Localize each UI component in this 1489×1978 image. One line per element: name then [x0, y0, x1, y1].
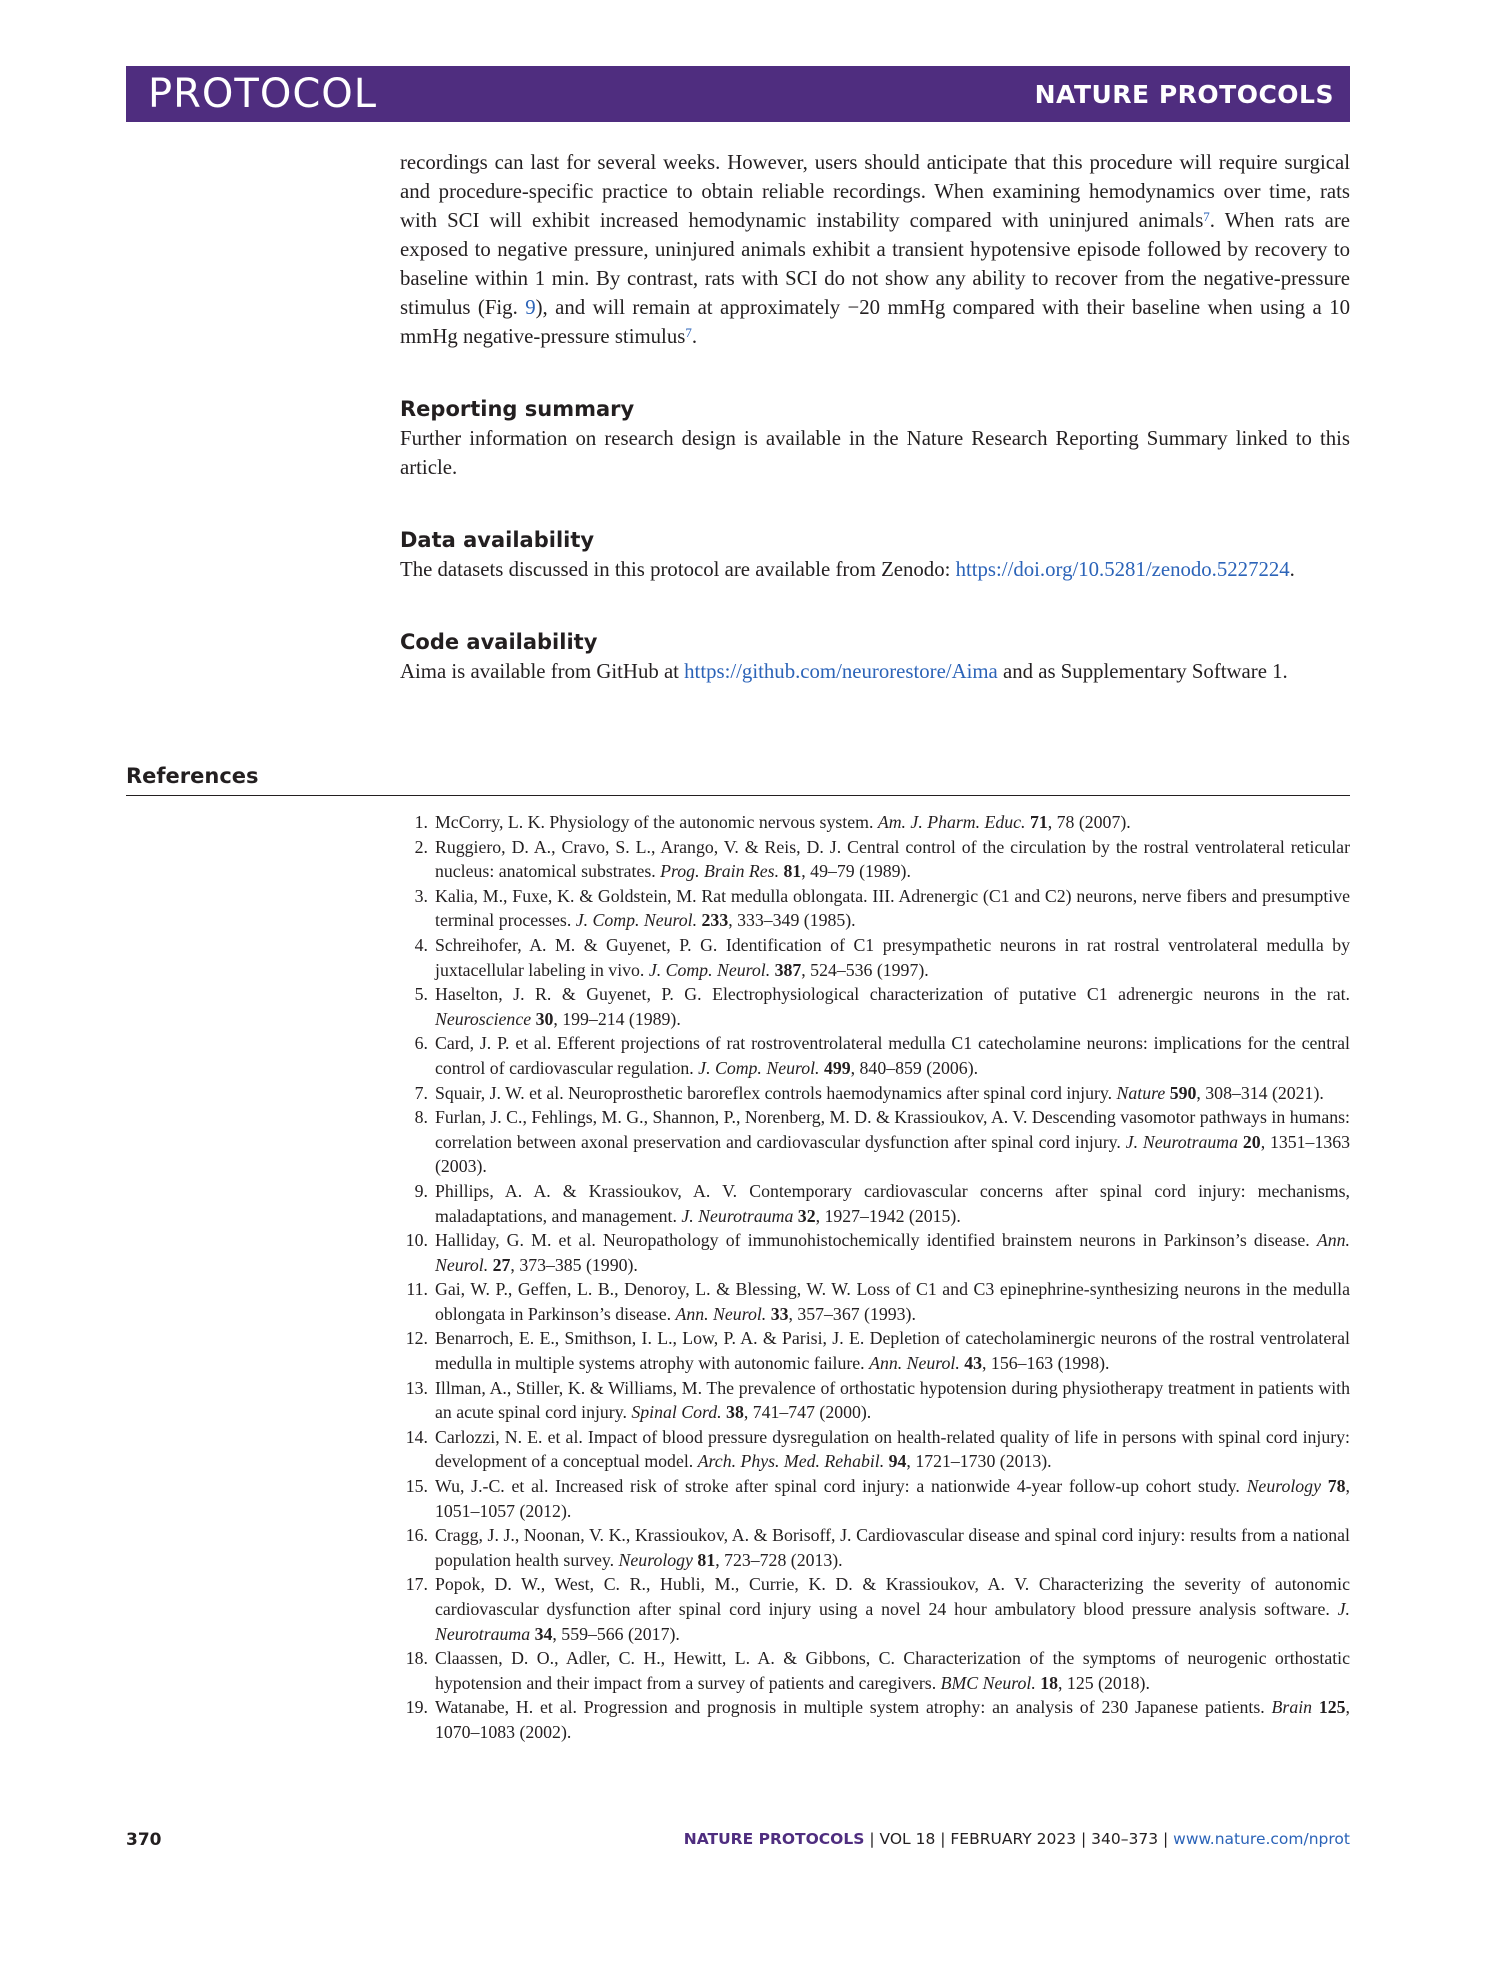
github-link[interactable]: https://github.com/neurorestore/Aima — [684, 660, 998, 683]
reference-item: 19. Watanabe, H. et al. Progression and prognosis in multiple system atrophy: an analysis of 230 Japanese patients. Brain 125, 1070–1083 (2002). — [405, 1697, 1350, 1742]
reference-item: 13. Illman, A., Stiller, K. & Williams, M. The prevalence of orthostatic hypotension during physiotherapy treatment in patients with an acute spinal cord injury. Spinal Cord. 38, 741–747 (2000). — [405, 1377, 1350, 1423]
reference-item: 8. Furlan, J. C., Fehlings, M. G., Shannon, P., Norenberg, M. D. & Krassioukov, A. V. Descending vasomotor pathways in humans: correlation between axonal preservation and cardiovascular dysfunction after spinal cord injury. J. Neurotrauma 20, 1351–1363 (2003). — [414, 1107, 1351, 1177]
header-banner — [126, 66, 1350, 122]
reference-item: 2. Ruggiero, D. A., Cravo, S. L., Arango, V. & Reis, D. J. Central control of the circulation by the rostral ventrolateral reticular nucleus: anatomical substrates. Prog. Brain Res. 81, 49–79 (1989). — [414, 836, 1350, 882]
section-text: The datasets discussed in this protocol are available from Zenodo: https://doi.org/10.5281/zenodo.5227224. — [400, 558, 1295, 581]
reference-item: 3. Kalia, M., Fuxe, K. & Goldstein, M. Rat medulla oblongata. III. Adrenergic (C1 and C2) neurons, nerve fibers and presumptive terminal processes. J. Comp. Neurol. 233, 333–349 (1985). — [414, 885, 1350, 931]
reporting-summary-section — [400, 395, 1350, 482]
section-heading: Data availability — [400, 528, 595, 552]
reference-item: 9. Phillips, A. A. & Krassioukov, A. V. Contemporary cardiovascular concerns after spinal cord injury: mechanisms, maladaptations, and management. J. Neurotrauma 32, 1927–1942 (2015). — [414, 1180, 1350, 1226]
reference-item: 6. Card, J. P. et al. Efferent projections of rat rostroventrolateral medulla C1 catecholamine neurons: implications for the central control of cardiovascular regulation. J. Comp. Neurol. 499, 840–859 (2006). — [414, 1033, 1350, 1078]
section-heading: Reporting summary — [400, 397, 635, 421]
citation-link[interactable]: 7 — [685, 325, 692, 340]
page-number: 370 — [126, 1830, 162, 1850]
section-heading: Code availability — [400, 630, 598, 654]
references-heading-bar — [126, 764, 1350, 796]
section-text: Further information on research design is available in the Nature Research Reporting Summary linked to this article. — [400, 427, 1350, 479]
page-footer — [126, 1830, 1350, 1854]
reference-item: 16. Cragg, J. J., Noonan, V. K., Krassioukov, A. & Borisoff, J. Cardiovascular disease and spinal cord injury: results from a national population health survey. Neurology 81, 723–728 (2013). — [405, 1525, 1350, 1570]
data-availability-section — [400, 526, 1350, 584]
reference-item: 11. Gai, W. P., Geffen, L. B., Denoroy, L. & Blessing, W. W. Loss of C1 and C3 epinephrine-synthesizing neurons in the medulla oblongata in Parkinson’s disease. Ann. Neurol. 33, 357–367 (1993). — [406, 1279, 1350, 1324]
reference-item: 7. Squair, J. W. et al. Neuroprosthetic baroreflex controls haemodynamics after spinal cord injury. Nature 590, 308–314 (2021). — [414, 1082, 1324, 1103]
reference-item: 5. Haselton, J. R. & Guyenet, P. G. Electrophysiological characterization of putative C1 adrenergic neurons in the rat. Neuroscience 30, 199–214 (1989). — [414, 984, 1350, 1029]
article-type-label: PROTOCOL — [148, 71, 378, 117]
figure-link[interactable]: 9 — [525, 296, 536, 319]
journal-name: NATURE PROTOCOLS — [1034, 79, 1334, 109]
reference-list — [400, 810, 1350, 1745]
journal-url-link[interactable]: www.nature.com/nprot — [1173, 1830, 1350, 1848]
code-availability-section — [400, 628, 1350, 686]
reference-item: 18. Claassen, D. O., Adler, C. H., Hewitt, L. A. & Gibbons, C. Characterization of the symptoms of neurogenic orthostatic hypotension and their impact from a survey of patients and caregivers. BMC Neurol. 18, 125 (2018). — [405, 1648, 1350, 1693]
footer-citation: NATURE PROTOCOLS | VOL 18 | FEBRUARY 2023 | 340–373 | www.nature.com/nprot — [683, 1830, 1350, 1848]
reference-item: 1. McCorry, L. K. Physiology of the autonomic nervous system. Am. J. Pharm. Educ. 71, 78 (2007). — [414, 812, 1131, 832]
references-heading: References — [126, 764, 259, 788]
main-column — [400, 148, 1350, 686]
reference-item: 14. Carlozzi, N. E. et al. Impact of blood pressure dysregulation on health-related quality of life in persons with spinal cord injury: development of a conceptual model. Arch. Phys. Med. Rehabil. 94, 1721–1730 (2013). — [405, 1426, 1350, 1472]
citation-link[interactable]: 7 — [1203, 209, 1210, 224]
section-text: Aima is available from GitHub at https://github.com/neurorestore/Aima and as Supplementary Software 1. — [400, 660, 1288, 683]
reference-item: 10. Halliday, G. M. et al. Neuropathology of immunohistochemically identified brainstem neurons in Parkinson’s disease. Ann. Neurol. 27, 373–385 (1990). — [405, 1230, 1350, 1275]
intro-paragraph: recordings can last for several weeks. However, users should anticipate that this procedure will require surgical and procedure-specific practice to obtain reliable recordings. When examining hemodynamics over time, rats with SCI will exhibit increased hemodynamic instability compared with uninjured animals$^7$. When rats are exposed to negative pressure, uninjured animals exhibit a transient hypotensive episode followed by recovery to baseline within 1 min. By contrast, rats with SCI do not show any ability to recover from the negative-pressure stimulus (Fig. 9), and will remain at approximately −20 mmHg compared with their baseline when using a 10 mmHg negative-pressure stimulus$^7$. — [400, 151, 1350, 348]
zenodo-link[interactable]: https://doi.org/10.5281/zenodo.5227224 — [955, 558, 1290, 581]
reference-item: 4. Schreihofer, A. M. & Guyenet, P. G. Identification of C1 presympathetic neurons in rat rostral ventrolateral medulla by juxtacellular labeling in vivo. J. Comp. Neurol. 387, 524–536 (1997). — [414, 934, 1350, 980]
reference-item: 12. Benarroch, E. E., Smithson, I. L., Low, P. A. & Parisi, J. E. Depletion of catecholaminergic neurons of the rostral ventrolateral medulla in multiple systems atrophy with autonomic failure. Ann. Neurol. 43, 156–163 (1998). — [405, 1328, 1350, 1374]
reference-item: 15. Wu, J.-C. et al. Increased risk of stroke after spinal cord injury: a nationwide 4-year follow-up cohort study. Neurology 78, 1051–1057 (2012). — [405, 1476, 1350, 1521]
reference-item: 17. Popok, D. W., West, C. R., Hubli, M., Currie, K. D. & Krassioukov, A. V. Characterizing the severity of autonomic cardiovascular dysfunction after spinal cord injury using a novel 24 hour ambulatory blood pressure analysis software. J. Neurotrauma 34, 559–566 (2017). — [405, 1574, 1350, 1644]
